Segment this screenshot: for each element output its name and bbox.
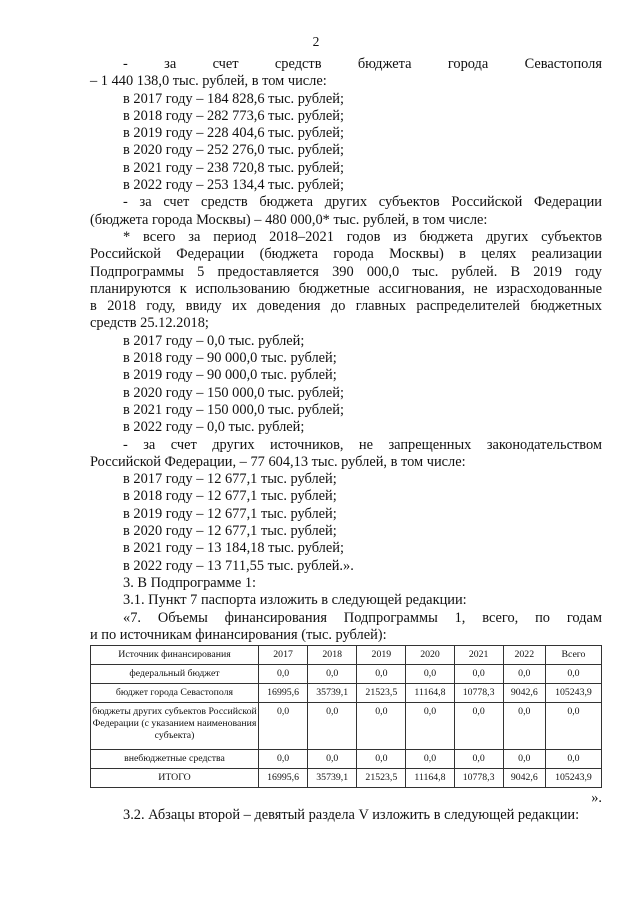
year-line: в 2022 году – 13 711,55 тыс. рублей.». (123, 557, 354, 574)
other-subjects-budget-heading: - за счет средств бюджета других субъектов Российской Федерации (123, 194, 602, 211)
table-cell: внебюджетные средства (91, 750, 259, 769)
table-cell: ИТОГО (91, 769, 259, 788)
financing-table (90, 645, 602, 788)
table-cell: 0,0 (357, 703, 406, 750)
table-total-row (91, 769, 602, 788)
table-cell: 11164,8 (406, 684, 454, 703)
table-cell: федеральный бюджет (91, 665, 259, 684)
table-cell: 10778,3 (454, 684, 503, 703)
table-row (91, 703, 602, 750)
sevastopol-budget-total: – 1 440 138,0 тыс. рублей, в том числе: (90, 73, 327, 90)
table-cell: 0,0 (308, 750, 357, 769)
table-cell: 105243,9 (545, 684, 601, 703)
table-header-cell: Всего (545, 646, 601, 665)
year-line: в 2021 году – 150 000,0 тыс. рублей; (123, 401, 344, 418)
table-cell: 0,0 (406, 703, 454, 750)
table-row (91, 665, 602, 684)
table-cell: 35739,1 (308, 769, 357, 788)
section-7-subheading: и по источникам финансирования (тыс. рублей): (90, 626, 387, 643)
table-cell: 0,0 (454, 703, 503, 750)
table-cell: 16995,6 (259, 684, 308, 703)
table-cell: 21523,5 (357, 684, 406, 703)
year-line: в 2021 году – 238 720,8 тыс. рублей; (123, 159, 344, 176)
table-cell: 0,0 (545, 750, 601, 769)
table-header-cell: 2017 (259, 646, 308, 665)
year-line: в 2020 году – 12 677,1 тыс. рублей; (123, 523, 337, 540)
table-cell: 9042,6 (503, 684, 545, 703)
sevastopol-budget-heading: - за счет средств бюджета города Севастополя (123, 56, 602, 72)
page-number: 2 (312, 34, 320, 49)
document-body (90, 56, 602, 825)
table-cell: бюджеты других субъектов Российской Федерации (с указанием наименования субъекта) (91, 703, 259, 750)
table-header-cell: 2022 (503, 646, 545, 665)
year-line: в 2019 году – 12 677,1 тыс. рублей; (123, 505, 337, 522)
table-cell: 0,0 (503, 665, 545, 684)
table-row (91, 684, 602, 703)
table-cell: 0,0 (503, 703, 545, 750)
section-7-heading: «7. Объемы финансирования Подпрограммы 1, всего, по годам (123, 609, 602, 626)
closing-quote: ». (591, 790, 602, 807)
table-header-cell: 2019 (357, 646, 406, 665)
year-line: в 2017 году – 184 828,6 тыс. рублей; (123, 90, 344, 107)
table-header-cell: 2021 (454, 646, 503, 665)
table-cell: 0,0 (545, 703, 601, 750)
year-line: в 2017 году – 12 677,1 тыс. рублей; (123, 471, 337, 488)
table-header-cell: 2018 (308, 646, 357, 665)
section-3-1-heading: 3.1. Пункт 7 паспорта изложить в следующей редакции: (123, 592, 467, 609)
table-cell: 9042,6 (503, 769, 545, 788)
table-cell: 16995,6 (259, 769, 308, 788)
year-line: в 2019 году – 90 000,0 тыс. рублей; (123, 367, 337, 384)
year-line: в 2018 году – 12 677,1 тыс. рублей; (123, 488, 337, 505)
table-header-cell: 2020 (406, 646, 454, 665)
footnote-line: * всего за период 2018–2021 годов из бюджета других субъектов (123, 228, 602, 245)
table-cell: 0,0 (259, 665, 308, 684)
table-row (91, 750, 602, 769)
table-cell: 0,0 (259, 703, 308, 750)
table-header-row (91, 646, 602, 665)
table-cell: 0,0 (454, 750, 503, 769)
table-cell: 105243,9 (545, 769, 601, 788)
table-cell: 0,0 (308, 703, 357, 750)
table-cell: бюджет города Севастополя (91, 684, 259, 703)
table-cell: 0,0 (259, 750, 308, 769)
year-line: в 2022 году – 253 134,4 тыс. рублей; (123, 177, 344, 194)
footnote-last-line: средств 25.12.2018; (90, 315, 209, 332)
table-cell: 0,0 (357, 665, 406, 684)
section-3-heading: 3. В Подпрограмме 1: (123, 574, 257, 591)
table-cell: 0,0 (454, 665, 503, 684)
table-cell: 0,0 (503, 750, 545, 769)
footnote-line: в 2018 году, ввиду их доведения до главных распределителей бюджетных (90, 298, 602, 315)
other-sources-total: Российской Федерации, – 77 604,13 тыс. рублей, в том числе: (90, 453, 466, 470)
table-cell: 0,0 (406, 665, 454, 684)
table-cell: 10778,3 (454, 769, 503, 788)
table-cell: 21523,5 (357, 769, 406, 788)
footnote-line: Российской Федерации (бюджета города Москвы) в целях реализации (90, 246, 602, 263)
footnote-line: Подпрограммы 5 предоставляется 390 000,0 тыс. рублей. В 2019 году (90, 263, 602, 280)
other-subjects-budget-total: (бюджета города Москвы) – 480 000,0* тыс. рублей, в том числе: (90, 211, 488, 228)
year-line: в 2022 году – 0,0 тыс. рублей; (123, 419, 305, 436)
table-cell: 0,0 (308, 665, 357, 684)
other-sources-heading: - за счет других источников, не запрещенных законодательством (123, 436, 602, 453)
year-line: в 2020 году – 150 000,0 тыс. рублей; (123, 384, 344, 401)
section-3-2-heading: 3.2. Абзацы второй – девятый раздела V изложить в следующей редакции: (123, 807, 580, 824)
year-line: в 2019 году – 228 404,6 тыс. рублей; (123, 125, 344, 142)
year-line: в 2017 году – 0,0 тыс. рублей; (123, 332, 305, 349)
year-line: в 2018 году – 282 773,6 тыс. рублей; (123, 107, 344, 124)
footnote-line: планируются к использованию бюджетные ассигнования, не израсходованные (90, 280, 602, 297)
table-cell: 0,0 (545, 665, 601, 684)
table-header-cell: Источник финансирования (91, 646, 259, 665)
table-cell: 35739,1 (308, 684, 357, 703)
table-cell: 11164,8 (406, 769, 454, 788)
year-line: в 2020 году – 252 276,0 тыс. рублей; (123, 142, 344, 159)
table-cell: 0,0 (406, 750, 454, 769)
table-cell: 0,0 (357, 750, 406, 769)
year-line: в 2021 году – 13 184,18 тыс. рублей; (123, 540, 344, 557)
year-line: в 2018 году – 90 000,0 тыс. рублей; (123, 350, 337, 367)
